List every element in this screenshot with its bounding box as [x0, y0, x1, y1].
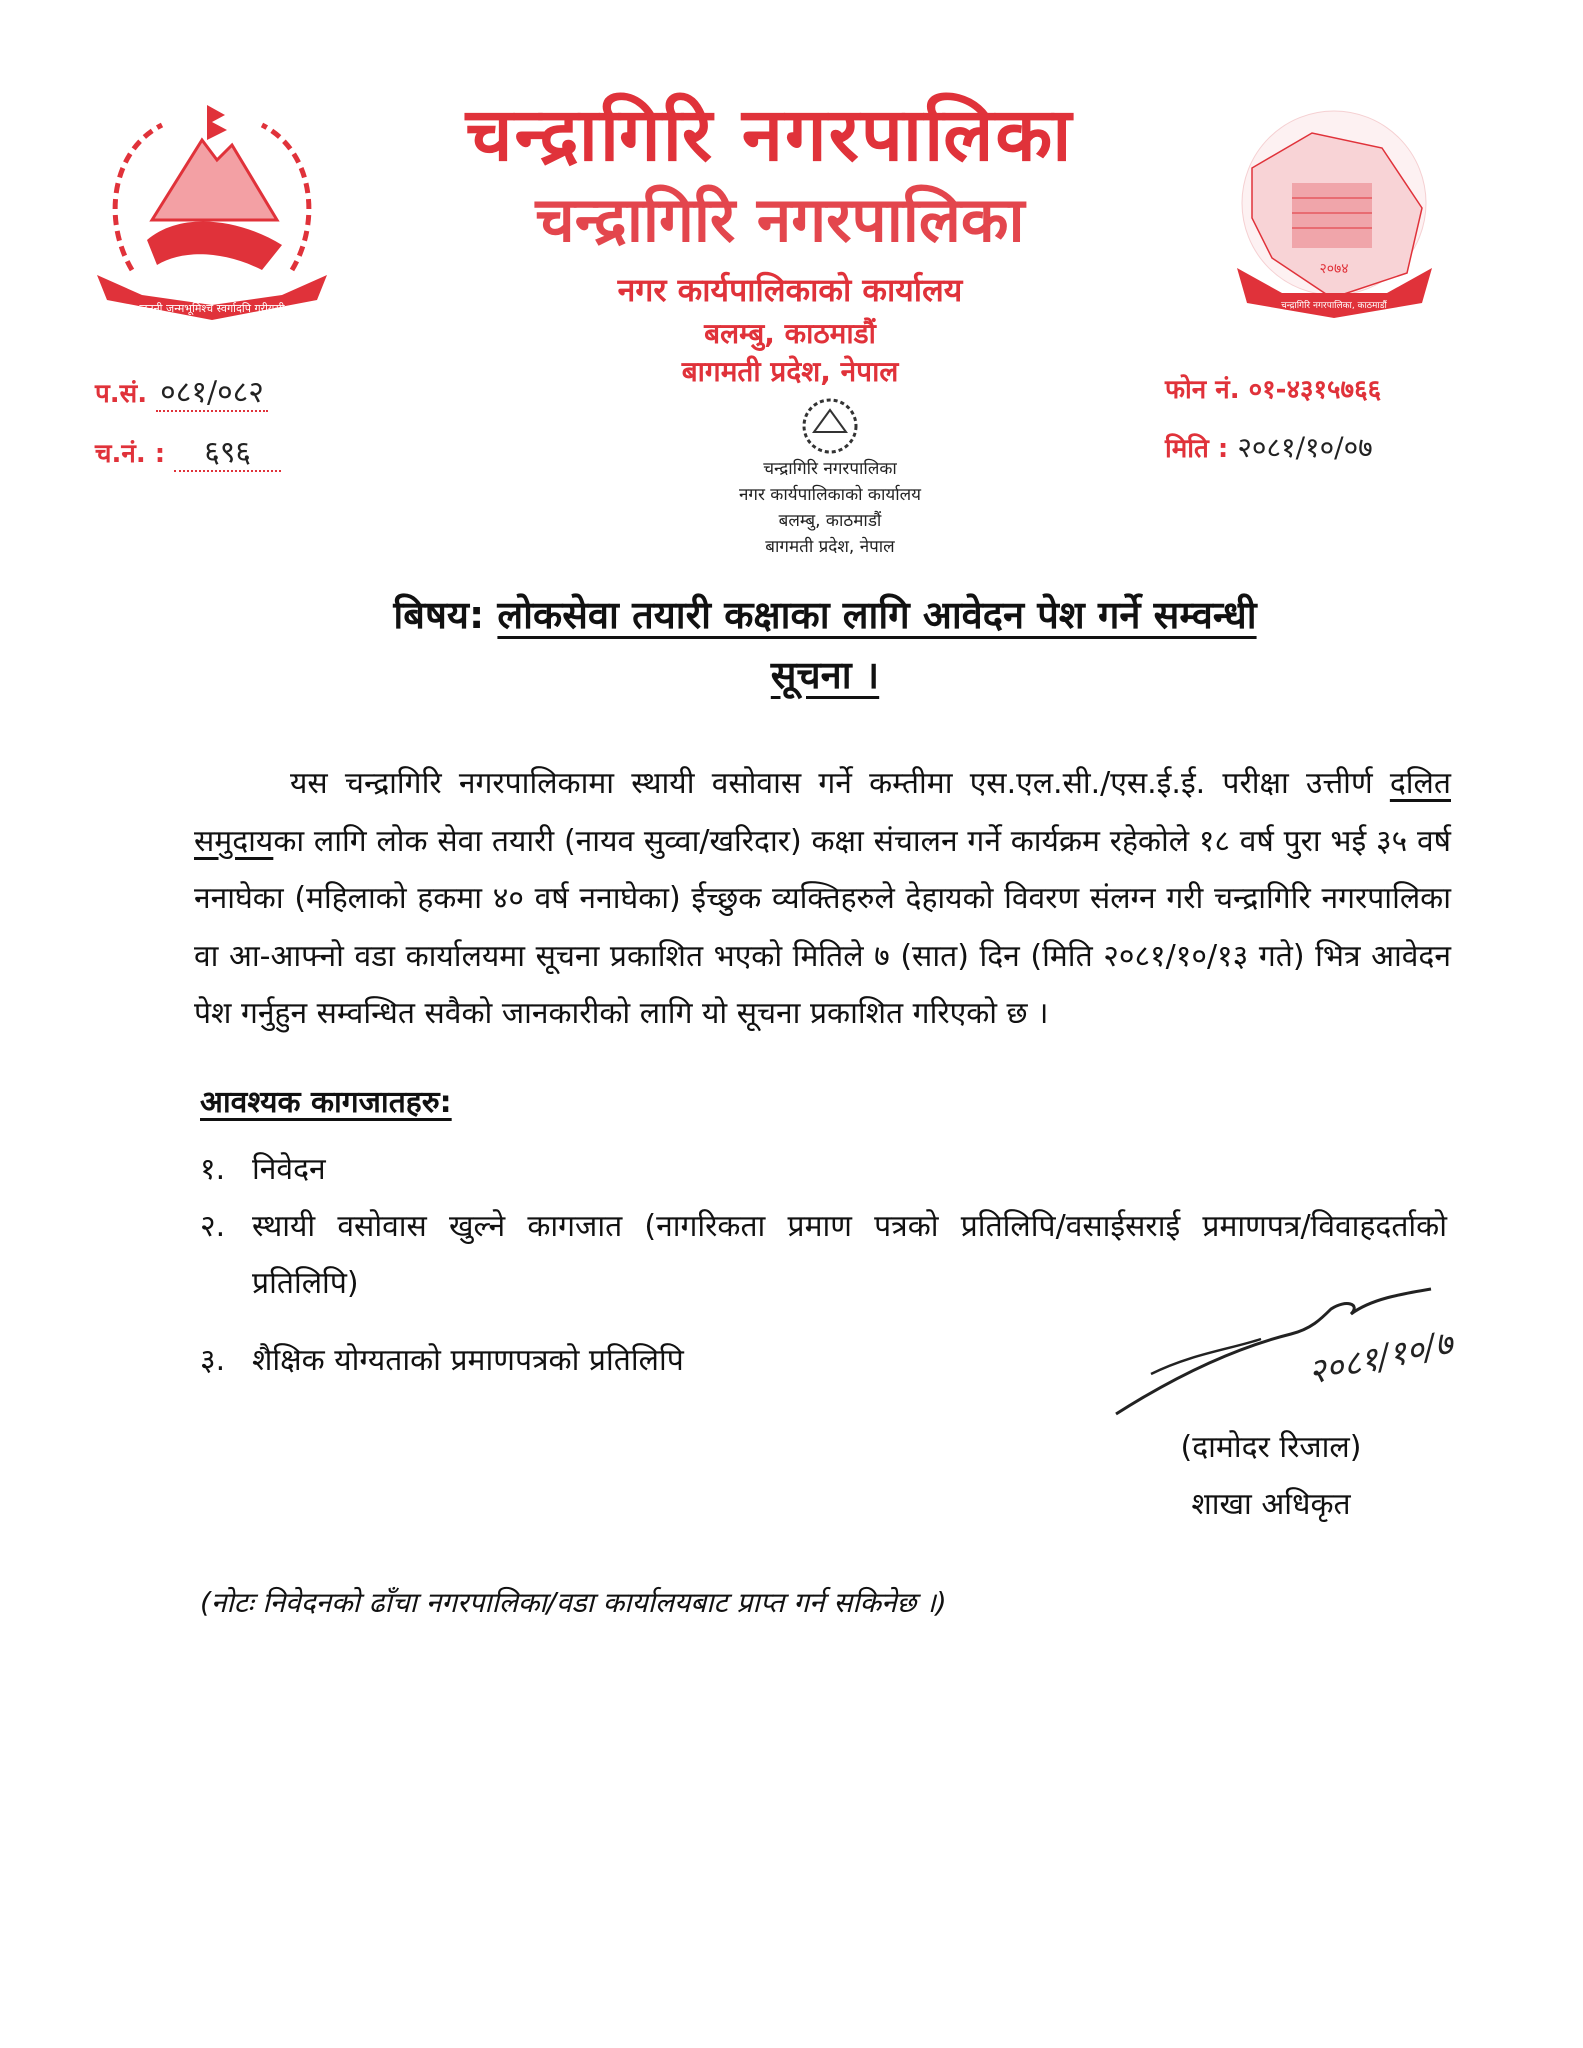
signature-date: २०८१/१०/७ — [1304, 1322, 1457, 1393]
item-text: शैक्षिक योग्यताको प्रमाणपत्रको प्रतिलिपि — [252, 1342, 684, 1378]
phone-label: फोन नं. — [1165, 375, 1240, 405]
subject-text: लोकसेवा तयारी कक्षाका लागि आवेदन पेश गर्ने सम्वन्धी — [497, 593, 1257, 637]
stamp-text-4: बागमती प्रदेश, नेपाल — [765, 537, 895, 557]
body-part1: यस चन्द्रागिरि नगरपालिकामा स्थायी वसोवास गर्ने कम्तीमा एस.एल.सी./एस.ई.ई. परीक्षा उत्तीर्ण — [290, 766, 1390, 801]
date-field — [1165, 428, 1373, 466]
org-name: चन्द्रागिरि नगरपालिका — [465, 92, 1074, 178]
address-line2: बागमती प्रदेश, नेपाल — [681, 355, 899, 388]
footer-note: (नोटः निवेदनको ढाँचा नगरपालिका/वडा कार्यालयबाट प्राप्त गर्न सकिनेछ ।) — [200, 1585, 947, 1619]
date-value: २०८१/१०/०७ — [1237, 431, 1373, 464]
notice-body — [194, 755, 1451, 1043]
ps-field — [95, 370, 268, 411]
requirement-item — [200, 1332, 684, 1389]
subject-label: बिषय: — [393, 593, 485, 637]
cn-field — [95, 430, 281, 471]
emblem-motto: जननी जन्मभूमिश्च स्वर्गादपि गरीयसी — [139, 302, 285, 315]
signature-icon — [1111, 1279, 1457, 1419]
municipality-logo-icon — [1222, 108, 1447, 318]
signatory-name: (दामोदर रिजाल) — [1180, 1429, 1362, 1465]
stamp-text-1: चन्द्रागिरि नगरपालिका — [763, 459, 897, 479]
item-text: निवेदन — [252, 1151, 326, 1187]
item-text: स्थायी वसोवास खुल्ने कागजात (नागरिकता प्रमाण पत्रको प्रतिलिपि/वसाईसराई प्रमाणपत्र/विवाहदर्ताको प्रतिलिपि) — [252, 1208, 1447, 1301]
cn-value: ६९६ — [174, 435, 281, 472]
office-name: नगर कार्यपालिकाको कार्यालय — [617, 271, 963, 309]
signature-block — [1111, 1279, 1457, 1533]
stamp-text-2: नगर कार्यपालिकाको कार्यालय — [738, 485, 922, 505]
body-underlined: दलित समुदाय — [194, 766, 1451, 859]
body-part2: का लागि लोक सेवा तयारी (नायव सुव्वा/खरिदार) कक्षा संचालन गर्ने कार्यक्रम रहेकोले १८ वर्ष पुरा भई ३५ वर्ष ननाघेका (महिलाको हकमा ४० वर्ष ननाघेका) ईच्छुक व्यक्तिहरुले देहायको विवरण संलग्न गरी चन्द्रागिरि नगरपालिका वा आ-आफ्नो वडा कार्यालयमा सूचना प्रकाशित भएको मितिले ७ (सात) दिन (मिति २०८१/१०/१३ गते) भित्र आवेदन पेश गर्नुहुन सम्वन्धित सवैको जानकारीको लागि यो सूचना प्रकाशित गरिएको छ । — [194, 823, 1452, 1031]
ps-label: प.सं. — [95, 379, 148, 409]
subject — [300, 585, 1350, 705]
nepal-emblem-icon — [92, 100, 332, 320]
requirement-item — [200, 1141, 326, 1198]
phone-value: ०१-४३१५७६६ — [1248, 375, 1382, 405]
office-stamp — [700, 396, 960, 560]
notice-content — [194, 755, 1457, 1623]
address-line1: बलम्बु, काठमाडौं — [704, 317, 876, 350]
org-name-stylized: चन्द्रागिरि नगरपालिका — [535, 183, 1025, 256]
item-number: १. — [200, 1151, 226, 1187]
ps-value: ०८१/०८२ — [156, 375, 268, 412]
stamp-text-3: बलम्बु, काठमाडौं — [778, 511, 882, 531]
logo-banner: चन्द्रागिरि नगरपालिका, काठमाडौं — [1281, 301, 1387, 311]
phone-field — [1165, 370, 1381, 406]
item-number: ३. — [200, 1342, 226, 1378]
logo-year: २०७४ — [1319, 261, 1349, 277]
stamp-emblem-icon — [800, 396, 860, 456]
signatory-title: शाखा अधिकृत — [1191, 1486, 1351, 1522]
subject-text-2: सूचना । — [770, 653, 880, 697]
item-number: २. — [200, 1208, 226, 1244]
requirements-heading: आवश्यक कागजातहरु: — [200, 1084, 452, 1120]
cn-label: च.नं. : — [95, 439, 166, 469]
date-label: मिति : — [1165, 434, 1229, 464]
